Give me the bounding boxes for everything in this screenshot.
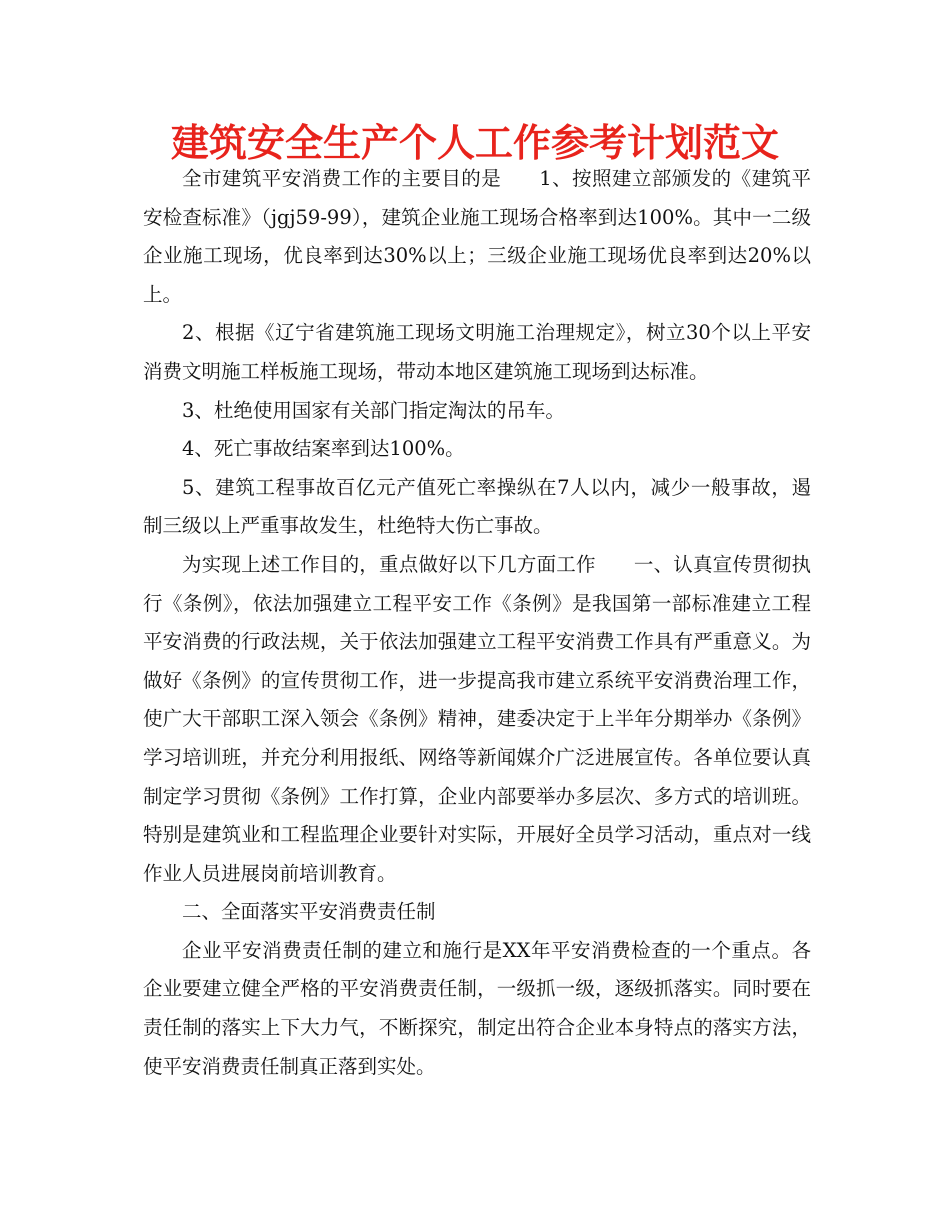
- paragraph: [143, 160, 811, 314]
- paragraph: [143, 932, 811, 1086]
- paragraph: [143, 392, 811, 431]
- paragraph-text: 1、按照建立部颁发的《建筑平安检查标准》（jgj59-99），建筑企业施工现场合格率到达100%。其中一二级企业施工现场，优良率到达30%以上；三级企业施工现场优良率到达20%以上。: [143, 167, 811, 306]
- paragraph: [143, 546, 811, 893]
- paragraph-text: 2、根据《辽宁省建筑施工现场文明施工治理规定》，树立30个以上平安消费文明施工样板施工现场，带动本地区建筑施工现场到达标准。: [143, 321, 811, 383]
- paragraph: [143, 430, 811, 469]
- paragraph-text: 一、认真宣传贯彻执行《条例》，依法加强建立工程平安工作《条例》是我国第一部标准建立工程平安消费的行政法规，关于依法加强建立工程平安消费工作具有严重意义。为做好《条例》的宣传贯彻工作，进一步提高我市建立系统平安消费治理工作，使广大干部职工深入领会《条例》精神，建委决定于上半年分期举办《条例》学习培训班，并充分利用报纸、网络等新闻媒介广泛进展宣传。各单位要认真制定学习贯彻《条例》工作打算，企业内部要举办多层次、多方式的培训班。特别是建筑业和工程监理企业要针对实际，开展好全员学习活动，重点对一线作业人员进展岗前培训教育。: [143, 552, 811, 885]
- paragraph-lead: 全市建筑平安消费工作的主要目的是: [182, 167, 502, 190]
- paragraph: [143, 469, 811, 546]
- paragraph: [143, 314, 811, 391]
- document-body: [143, 160, 811, 1086]
- paragraph-text: 5、建筑工程事故百亿元产值死亡率操纵在7人以内，减少一般事故，遏制三级以上严重事故发生，杜绝特大伤亡事故。: [143, 475, 811, 538]
- section-heading: [143, 893, 811, 932]
- paragraph-text: 企业平安消费责任制的建立和施行是XX年平安消费检查的一个重点。各企业要建立健全严格的平安消费责任制，一级抓一级，逐级抓落实。同时要在责任制的落实上下大力气，不断探究，制定出符合企业本身特点的落实方法，使平安消费责任制真正落到实处。: [143, 938, 811, 1078]
- document-title: 建筑安全生产个人工作参考计划范文: [170, 120, 779, 165]
- paragraph-text: 4、死亡事故结案率到达100%。: [182, 437, 465, 461]
- paragraph-text: 3、杜绝使用国家有关部门指定淘汰的吊车。: [182, 398, 565, 422]
- paragraph-text: 二、全面落实平安消费责任制: [182, 900, 436, 924]
- paragraph-lead: 为实现上述工作目的，重点做好以下几方面工作: [182, 552, 596, 576]
